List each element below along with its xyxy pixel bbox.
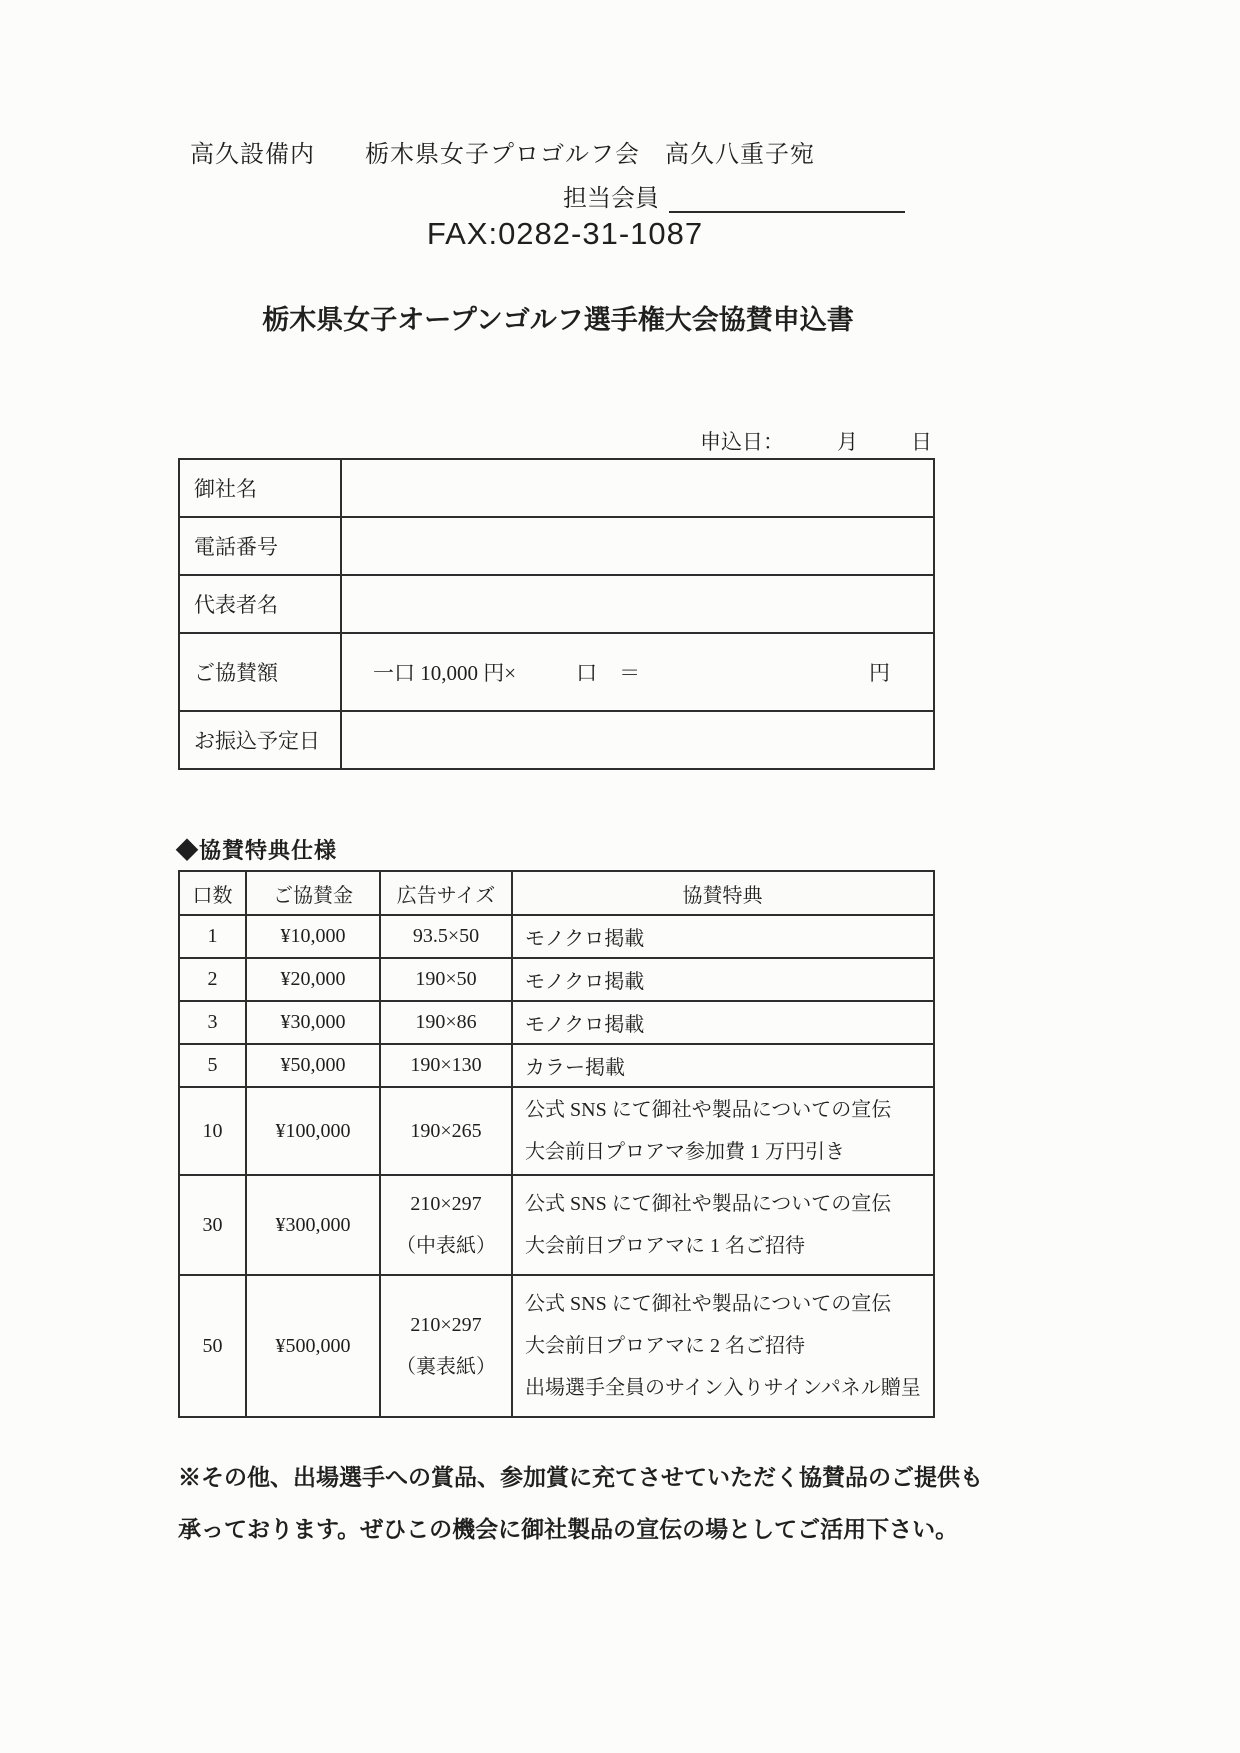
staff-member-blank-line	[669, 185, 905, 213]
company-name-blank-cell	[341, 459, 934, 517]
phone-number-blank-cell	[341, 517, 934, 575]
application-date-label: 申込日：	[700, 430, 784, 454]
size-line: 210×297	[410, 1314, 482, 1336]
form-row-representative	[179, 575, 934, 633]
ad-size-cell	[380, 1275, 512, 1417]
perk-line: 大会前日プロアマ参加費 1 万円引き	[525, 1141, 845, 1163]
diamond-bullet-icon: ◆	[176, 838, 200, 863]
yen-suffix-label: 円	[869, 661, 890, 685]
amount-cell: ¥50,000	[246, 1044, 380, 1087]
perks-cell: モノクロ掲載	[512, 958, 934, 1001]
application-date-line	[700, 426, 932, 456]
staff-member-label: 担当会員	[563, 185, 659, 212]
form-row-transfer-date	[179, 711, 934, 769]
perk-line: 公式 SNS にて御社や製品についての宣伝	[525, 1293, 892, 1315]
sponsorship-amount-cell	[341, 633, 934, 711]
ad-size-column-header: 広告サイズ	[380, 871, 512, 915]
amount-cell: ¥500,000	[246, 1275, 380, 1417]
units-column-header: 口数	[179, 871, 246, 915]
perks-cell: モノクロ掲載	[512, 915, 934, 958]
footer-note-line2: 承っております。ぜひこの機会に御社製品の宣伝の場としてご活用下さい。	[178, 1517, 959, 1542]
size-line: （裏表紙）	[396, 1356, 496, 1378]
form-row-sponsorship-amount	[179, 633, 934, 711]
day-label: 日	[911, 430, 932, 454]
benefits-section-title: 協賛特典仕様	[199, 838, 338, 863]
representative-name-label: 代表者名	[179, 575, 341, 633]
amount-column-header: ご協賛金	[246, 871, 380, 915]
benefit-row-1	[179, 915, 934, 958]
perk-line: 大会前日プロアマに 1 名ご招待	[525, 1235, 805, 1257]
benefit-row-3	[179, 1001, 934, 1044]
units-cell: 5	[179, 1044, 246, 1087]
amount-cell: ¥100,000	[246, 1087, 380, 1175]
address-line: 高久設備内 栃木県女子プロゴルフ会 高久八重子宛	[190, 141, 815, 168]
benefit-row-50	[179, 1275, 934, 1417]
perks-cell: カラー掲載	[512, 1044, 934, 1087]
perks-column-header: 協賛特典	[512, 871, 934, 915]
ad-size-cell: 190×86	[380, 1001, 512, 1044]
units-cell: 30	[179, 1175, 246, 1275]
amount-cell: ¥10,000	[246, 915, 380, 958]
perks-cell	[512, 1087, 934, 1175]
perk-line: 公式 SNS にて御社や製品についての宣伝	[525, 1193, 892, 1215]
equals-sign: ＝	[619, 661, 641, 685]
amount-cell: ¥20,000	[246, 958, 380, 1001]
size-line: 210×297	[410, 1193, 482, 1215]
sponsorship-amount-label: ご協賛額	[179, 633, 341, 711]
perk-line: 大会前日プロアマに 2 名ご招待	[525, 1335, 805, 1357]
company-name-label: 御社名	[179, 459, 341, 517]
perks-cell: モノクロ掲載	[512, 1001, 934, 1044]
amount-cell: ¥30,000	[246, 1001, 380, 1044]
phone-number-label: 電話番号	[179, 517, 341, 575]
units-cell: 1	[179, 915, 246, 958]
benefits-header-row	[179, 871, 934, 915]
footer-note	[178, 1452, 988, 1556]
form-row-company-name	[179, 459, 934, 517]
ad-size-cell: 190×265	[380, 1087, 512, 1175]
unit-price-text: 一口 10,000 円×	[373, 661, 517, 685]
units-cell: 3	[179, 1001, 246, 1044]
benefit-row-10	[179, 1087, 934, 1175]
perks-cell	[512, 1175, 934, 1275]
sponsorship-amount-formula	[343, 657, 932, 687]
ad-size-cell: 190×50	[380, 958, 512, 1001]
representative-name-blank-cell	[341, 575, 934, 633]
size-line: （中表紙）	[396, 1235, 496, 1257]
staff-member-line	[563, 178, 905, 213]
benefits-section-heading	[176, 834, 337, 865]
benefit-row-2	[179, 958, 934, 1001]
transfer-date-label: お振込予定日	[179, 711, 341, 769]
units-suffix-label: 口	[576, 661, 598, 685]
footer-note-line1: ※その他、出場選手への賞品、参加賞に充てさせていただく協賛品のご提供も	[178, 1465, 983, 1490]
transfer-date-blank-cell	[341, 711, 934, 769]
document-title: 栃木県女子オープンゴルフ選手権大会協賛申込書	[262, 305, 854, 335]
benefits-table	[178, 870, 935, 1418]
perks-cell	[512, 1275, 934, 1417]
units-cell: 50	[179, 1275, 246, 1417]
perk-line: 出場選手全員のサイン入りサインパネル贈呈	[525, 1377, 921, 1399]
units-cell: 2	[179, 958, 246, 1001]
amount-cell: ¥300,000	[246, 1175, 380, 1275]
ad-size-cell	[380, 1175, 512, 1275]
form-row-phone	[179, 517, 934, 575]
month-label: 月	[837, 430, 858, 454]
fax-number: FAX:0282-31-1087	[426, 216, 704, 251]
units-cell: 10	[179, 1087, 246, 1175]
benefit-row-30	[179, 1175, 934, 1275]
application-form-table	[178, 458, 935, 770]
perk-line: 公式 SNS にて御社や製品についての宣伝	[525, 1099, 892, 1121]
ad-size-cell: 93.5×50	[380, 915, 512, 958]
ad-size-cell: 190×130	[380, 1044, 512, 1087]
benefit-row-5	[179, 1044, 934, 1087]
